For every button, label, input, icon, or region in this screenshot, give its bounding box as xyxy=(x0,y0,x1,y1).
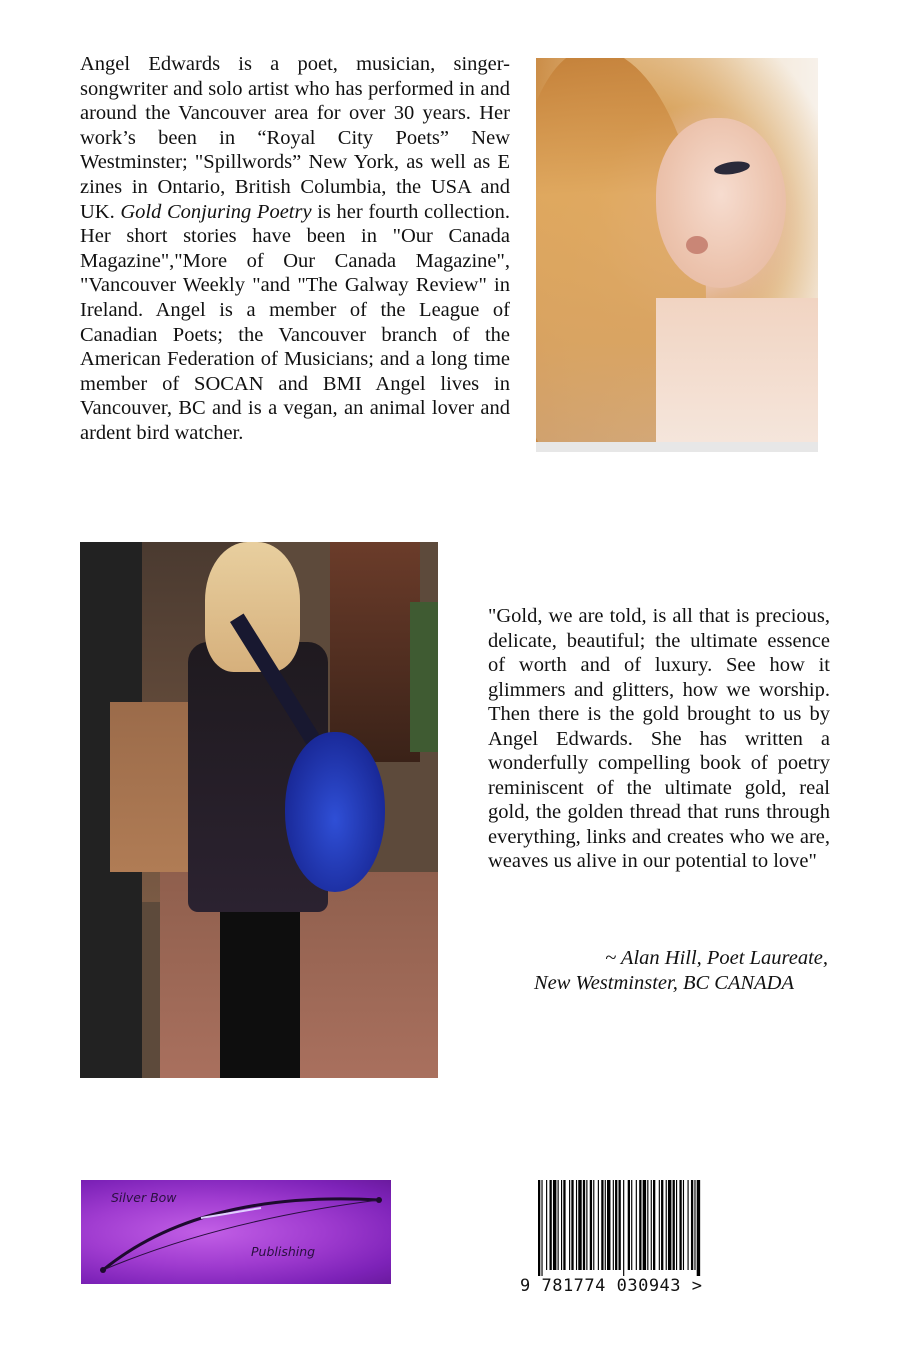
barcode-bar xyxy=(561,1180,562,1270)
logo-text-publishing: Publishing xyxy=(251,1244,316,1259)
attribution-line-2: New Westminster, BC CANADA xyxy=(533,971,794,994)
author-with-guitar-photo xyxy=(80,542,438,1078)
barcode-bar xyxy=(651,1180,652,1270)
barcode-bar xyxy=(578,1180,581,1270)
barcode-bar xyxy=(636,1180,637,1270)
barcode-bar xyxy=(619,1180,621,1270)
quote-attribution xyxy=(488,946,830,995)
barcode-bar xyxy=(668,1180,671,1270)
photo-legs xyxy=(220,902,300,1078)
photo-blue-guitar xyxy=(285,732,385,892)
barcode-bar xyxy=(676,1180,677,1270)
barcode-bar xyxy=(563,1180,565,1270)
portrait-lips xyxy=(686,236,708,254)
barcode-bar xyxy=(631,1180,632,1270)
barcode-bar xyxy=(569,1180,570,1270)
barcode-bar xyxy=(546,1180,547,1270)
barcode-bar xyxy=(659,1180,660,1270)
author-bio xyxy=(80,52,510,446)
author-portrait-photo xyxy=(536,58,818,442)
isbn-barcode xyxy=(536,1180,704,1276)
barcode-bar xyxy=(628,1180,630,1270)
barcode-bar xyxy=(550,1180,552,1270)
attribution-line-1: ~ Alan Hill, Poet Laureate, xyxy=(605,947,828,969)
bio-text-2: is her fourth collection. Her short stories have been in "Our Canada Magazine","More of Our Canada Magazine", "Vancouver Weekly "and "The Galway Review" in Ireland. Angel is a member of the League of Canadian Poets; the Vancouver branch of the American Federation of Musicians; and a long time member of SOCAN and BMI Angel lives in Vancouver, BC and is a vegan, an animal lover and ardent bird watcher. xyxy=(80,200,511,444)
isbn-number xyxy=(520,1276,730,1296)
barcode-bar xyxy=(598,1180,599,1270)
isbn-digits: 9 781774 030943 xyxy=(520,1276,682,1296)
barcode-bar xyxy=(643,1180,646,1270)
barcode-bar xyxy=(593,1180,594,1270)
photo-plant xyxy=(410,602,438,752)
barcode-bar xyxy=(553,1180,556,1270)
barcode-bar xyxy=(601,1180,603,1270)
bio-text-1: Angel Edwards is a poet, musician, singer-songwriter and solo artist who has performed in and around the Vancouver area for over 30 years. Her work’s been in “Royal City Poets” New Westminster; "Spillwords” New York, as well as E zines in Ontario, British Columbia, the USA and UK. xyxy=(80,53,510,223)
barcode-bar xyxy=(673,1180,675,1270)
barcode-bar xyxy=(607,1180,610,1270)
barcode-bar xyxy=(653,1180,655,1270)
photo-window-frame xyxy=(110,702,200,872)
barcode-bar xyxy=(586,1180,587,1270)
logo-text-silver-bow: Silver Bow xyxy=(111,1190,177,1205)
barcode-bar xyxy=(679,1180,681,1270)
barcode-bar xyxy=(683,1180,684,1270)
barcode-bar xyxy=(605,1180,606,1270)
barcode-bar xyxy=(538,1180,540,1276)
barcode-bar xyxy=(688,1180,689,1270)
barcode-bar xyxy=(697,1180,700,1276)
barcode-bar xyxy=(558,1180,559,1270)
portrait-bottom-strip xyxy=(536,442,818,452)
bio-book-title: Gold Conjuring Poetry xyxy=(120,200,312,223)
barcode-bar xyxy=(623,1180,624,1276)
photo-doorway xyxy=(330,542,420,762)
barcode-bar xyxy=(613,1180,614,1270)
publisher-logo xyxy=(81,1180,391,1284)
endorsement-quote: "Gold, we are told, is all that is precious, delicate, beautiful; the ultimate essence of worth and of luxury. See how it glimmers and glitters, how we worship. Then there is the gold brought to us by Angel Edwards. She has written a wonderfully compelling book of poetry reminiscent of the ultimate gold, real gold, the golden thread that runs through everything, links and creates who we are, weaves us alive in our potential to love" xyxy=(488,605,830,872)
barcode-bar xyxy=(583,1180,585,1270)
barcode-bar xyxy=(691,1180,693,1270)
barcode-bar xyxy=(541,1180,542,1276)
barcode-bar xyxy=(661,1180,663,1270)
portrait-face xyxy=(656,118,786,288)
isbn-arrow: > xyxy=(691,1276,703,1296)
barcode-bar xyxy=(615,1180,617,1270)
barcode-bar xyxy=(639,1180,641,1270)
portrait-neck xyxy=(656,298,818,442)
barcode-bar xyxy=(571,1180,573,1270)
barcode-bar xyxy=(694,1180,695,1270)
barcode-bar xyxy=(576,1180,577,1270)
barcode-bar xyxy=(647,1180,648,1270)
barcode-bar xyxy=(590,1180,592,1270)
barcode-bar xyxy=(666,1180,667,1270)
